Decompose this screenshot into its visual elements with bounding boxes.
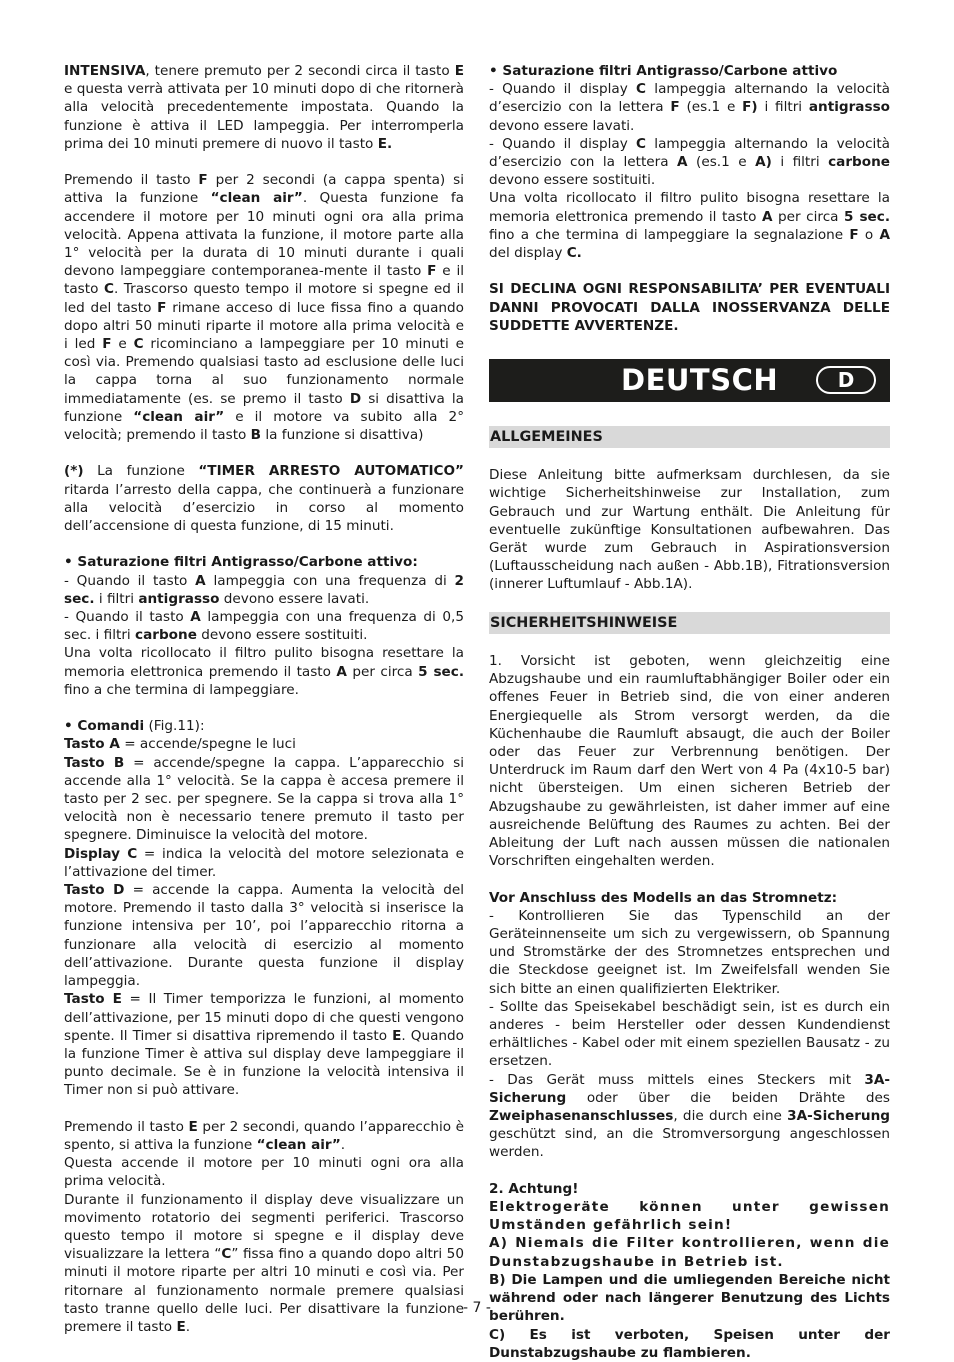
warning-line-4: C) Es ist verboten, Speisen unter der Dunstabzugshaube zu flambieren. [489, 1326, 890, 1361]
warning-line-3: B) Die Lampen und die umliegenden Bereiche nicht während oder nach längerer Benutzung des Lichts berühren. [489, 1271, 890, 1325]
right-column [489, 62, 890, 1362]
connection-item-2: - Sollte das Speisekabel beschädigt sein, ist es durch ein anderes - beim Hersteller oder dessen Kundendienst erhältliches - Kabel oder mit einem speziellen Bausatz - zu ersetzen. [489, 998, 890, 1070]
saturation-title: • Saturazione filtri Antigrasso/Carbone attivo: [64, 554, 418, 571]
control-display-c: Display C = indica la velocità del motore selezionata e l’attivazione del timer. [64, 845, 464, 880]
timer-note-paragraph: (*) La funzione “TIMER ARRESTO AUTOMATICO” ritarda l’arresto della cappa, che continuerà a funzionare alla velocità d’esercizio in corso al momento dell’accensione di questa funzione, di 15 minuti. [64, 463, 464, 535]
control-key-e: Tasto E = Il Timer temporizza le funzioni, al momento dell’attivazione, per 15 minuti dopo di che questi vengono spente. Il Timer si disattiva ripremendo il tasto E. Quando la funzione Timer è attiva sul display deve lampeggiare il punto decimale. Se è in funzione la velocità intensiva il Timer non si può attivare. [64, 991, 465, 1099]
saturation-reset-right: Una volta ricollocato il filtro pulito bisogna resettare la memoria elettronica premendo il tasto A per circa 5 sec. fino a che termina di lampeggiare la segnalazione F o A del display C. [489, 190, 890, 262]
clean-air-e-motor: Questa accende il motore per 10 minuti ogni ora alla prima velocità. [64, 1155, 464, 1190]
saturation-carbon-right: - Quando il display C lampeggia alternando la velocità d’esercizio con la lettera A (es.1 e A) i filtri carbone devono essere sostituiti. [489, 135, 890, 189]
language-badge: D [816, 366, 876, 394]
warning-line-2: A) Niemals die Filter kontrollieren, wenn die Dunstabzugshaube in Betrieb ist. [489, 1235, 890, 1270]
control-key-b: Tasto B = accende/spegne la cappa. L’apparecchio si accende alla 1° velocità. Se la cappa è accesa premere il tasto per 2 sec. per spegnere. Se la cappa si trova alla 1° velocità non è necessario tenere premuto il tasto per spegnere. Diminuisce la velocità del motore. [64, 754, 465, 844]
page-number: - 7 - [463, 1300, 491, 1316]
control-key-d: Tasto D = accende la cappa. Aumenta la velocità del motore. Premendo il tasto dalla 3° velocità si inserisce la funzione intensiva per 10’, poi l’apparecchio ritorna a funzionare alla velocità di esercizio al momento dell’attivazione. Durante questa funzione il display lampeggia. [64, 882, 464, 990]
warning-title: 2. Achtung! [489, 1180, 579, 1197]
saturation-grease-right: - Quando il display C lampeggia alternando la velocità d’esercizio con la lettera F (es.1 e F) i filtri antigrasso devono essere lavati. [489, 81, 890, 134]
saturation-title-right: • Saturazione filtri Antigrasso/Carbone attivo [489, 63, 838, 79]
connection-item-3: - Das Gerät muss mittels eines Steckers mit 3A-Sicherung oder über die beiden Drähte des Zweiphasenanschlusses, die durch eine 3A-Sicherung geschützt sind, an die Stromversorgung angeschlossen werden. [489, 1071, 890, 1161]
disclaimer: SI DECLINA OGNI RESPONSABILITA’ PER EVENTUALI DANNI PROVOCATI DALLA INOSSERVANZA DELLE SUDDETTE AVVERTENZE. [489, 281, 890, 334]
clean-air-e-display: Durante il funzionamento il display deve visualizzare un movimento rotatorio dei segmenti periferici. Trascorso questo tempo il motore si spegne e il display deve visualizzare la lettera “C” fissa fino a quando dopo altri 50 minuti il motore riparte per altri 10 minuti e così via. Per ritornare al funzionamento normale premere qualsiasi tasto tranne quello delle luci. Per disattivare la funzione premere il tasto E. [64, 1191, 464, 1335]
saturation-reset: Una volta ricollocato il filtro pulito bisogna resettare la memoria elettronica premendo il tasto A per circa 5 sec. fino a che termina di lampeggiare. [64, 645, 464, 698]
controls-title: • Comandi (Fig.11): [64, 718, 205, 735]
safety-paragraph-1: 1. Vorsicht ist geboten, wenn gleichzeitig eine Abzugshaube und ein raumluftabhängiger Boiler oder ein offenes Feuer in Betrieb sind, die von einer anderen Energiequelle als Strom versorgt werden, da die Küchenhaube die Raumluft absaugt, die auch der Boiler oder das Feuer zur Verbrennung benötigen. Der Unterdruck im Raum darf den Wert von 4 Pa (4x10-5 bar) nicht übersteigen. Um einen sicheren Betrieb der Abzugshaube zu gewährleisten, ist daher immer auf eine ausreichende Belüftung des Raumes zu achten. Bei der Ableitung der Luft nach aussen müssen die nationalen Vorschriften eingehalten werden. [489, 653, 890, 870]
section-heading-allgemeines: ALLGEMEINES [489, 426, 890, 448]
language-title: DEUTSCH [621, 363, 779, 398]
clean-air-f-paragraph: Premendo il tasto F per 2 secondi (a cappa spenta) si attiva la funzione “clean air”. Questa funzione fa accendere il motore per 10 minuti ogni ora alla prima velocità. Appena attivata la funzione, il motore parte alla 1° velocità per la durata di 10 minuti durante i quali devono lampeggiare contemporanea-mente il tasto F e il tasto C. Trascorso questo tempo il motore si spegne ed il led del tasto F rimane acceso di luce fissa fino a quando dopo altri 50 minuti riparte il motore alla prima velocità e i led F e C ricominciano a lampeggiare per 10 minuti e così via. Premendo qualsiasi tasto ad esclusione delle luci la cappa torna al suo funzionamento normale immediatamente (es. se premo il tasto D si disattiva la funzione “clean air” e il motore va subito alla 2° velocità; premendo il tasto B la funzione si disattiva) [64, 172, 465, 444]
control-key-a: Tasto A = accende/spegne le luci [64, 736, 296, 753]
language-banner [489, 359, 890, 402]
intensiva-paragraph: INTENSIVA, tenere premuto per 2 secondi circa il tasto E e questa verrà attivata per 10 minuti dopo di che ritornerà alla velocità precedentemente impostata. Quando la funzione è attiva il LED lampeggia. Per interromperla prima dei 10 minuti premere di nuovo il tasto E. [64, 63, 464, 152]
allgemeines-paragraph: Diese Anleitung bitte aufmerksam durchlesen, da sie wichtige Sicherheitshinweise zur Installation, zum Gebrauch und zur Wartung enthält. Die Anleitung für eventuelle zukünftige Konsultationen aufbewahren. Das Gerät wurde zum Gebrauch in Aspirationsversion (Luftausscheidung nach außen - Abb.1B), Fitrationsversion (innerer Luftumlauf - Abb.1A). [489, 467, 890, 593]
saturation-line-carbon: - Quando il tasto A lampeggia con una frequenza di 0,5 sec. i filtri carbone devono essere sostituiti. [64, 609, 464, 644]
clean-air-e-paragraph: Premendo il tasto E per 2 secondi, quando l’apparecchio è spento, si attiva la funzione “clean air”. [64, 1118, 465, 1153]
section-heading-sicherheit: SICHERHEITSHINWEISE [489, 612, 890, 634]
connection-title: Vor Anschluss des Modells an das Stromnetz: [489, 889, 838, 906]
connection-item-1: - Kontrollieren Sie das Typenschild an der Geräteinnenseite um sich zu vergewissern, ob Spannung und Stromstärke der des Stromnetzes entsprechen und die Steckdose geeignet ist. Im Zweifelsfall wenden Sie sich bitte an einen qualifizierten Elektriker. [489, 907, 890, 997]
left-column [64, 62, 464, 1336]
saturation-line-grease: - Quando il tasto A lampeggia con una frequenza di 2 sec. i filtri antigrasso devono essere lavati. [64, 572, 464, 607]
warning-line-1: Elektrogeräte können unter gewissen Umständen gefährlich sein! [489, 1199, 890, 1234]
